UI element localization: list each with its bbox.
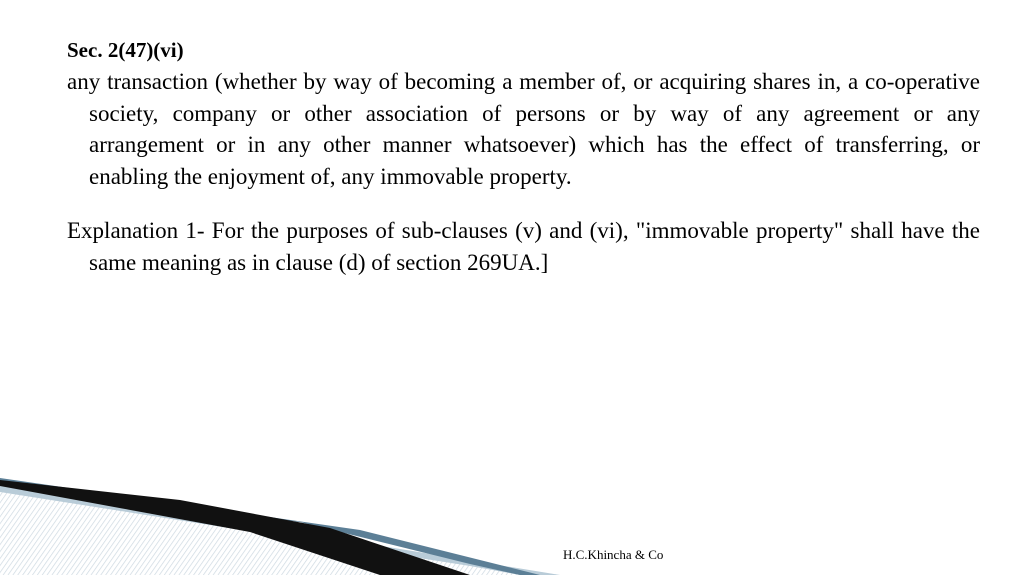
explanation-paragraph: Explanation 1- For the purposes of sub-clauses (v) and (vi), "immovable property" shall have the same meaning as in clause (d) of section 269UA.] bbox=[67, 218, 980, 275]
section-heading: Sec. 2(47)(vi) bbox=[67, 38, 184, 62]
slide-body bbox=[67, 36, 980, 278]
definition-paragraph: any transaction (whether by way of becoming a member of, or acquiring shares in, a co-operative society, company or other association of persons or by way of any agreement or any arrangement or in any other manner whatsoever) which has the effect of transferring, or enabling the enjoyment of, any immovable property. bbox=[67, 69, 980, 189]
footer-credit: H.C.Khincha & Co bbox=[563, 547, 664, 562]
